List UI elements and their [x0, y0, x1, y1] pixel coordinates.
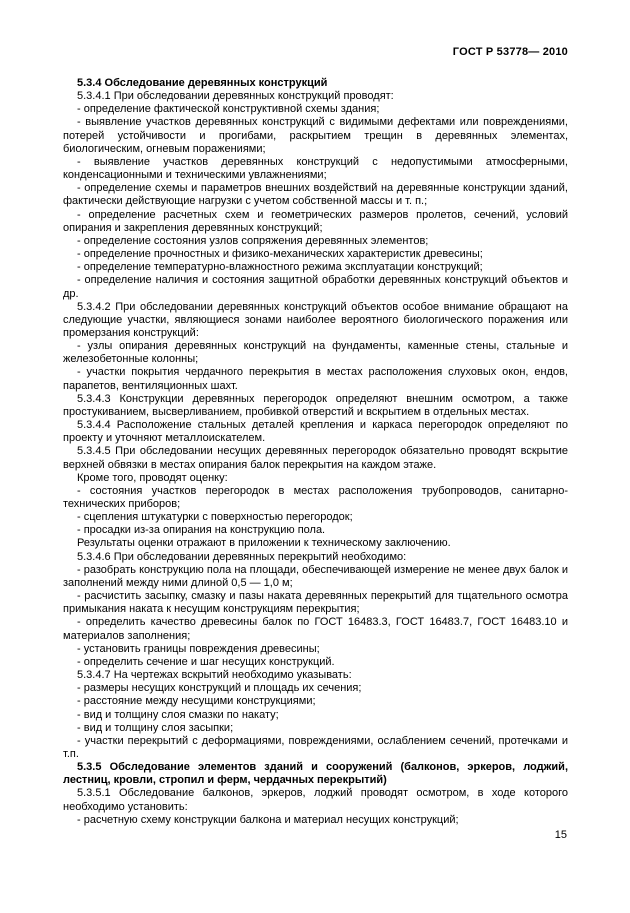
body-paragraph: - установить границы повреждения древесины;: [77, 642, 320, 655]
body-paragraph: 5.3.4.3 Конструкции деревянных перегородок определяют внешним осмотром, а также простукиванием, высверливанием, пробивкой отверстий и вскрытием в отдельных местах.: [63, 392, 568, 418]
body-paragraph: - сцепления штукатурки с поверхностью перегородок;: [77, 511, 353, 524]
body-paragraph: - определение температурно-влажностного режима эксплуатации конструкций;: [77, 261, 483, 274]
body-paragraph: - определение прочностных и физико-механических характеристик древесины;: [77, 248, 483, 261]
body-paragraph: Результаты оценки отражают в приложении к техническому заключению.: [77, 537, 451, 550]
body-paragraph: - определить сечение и шаг несущих конструкций.: [77, 655, 335, 668]
body-paragraph: - определение состояния узлов сопряжения деревянных элементов;: [77, 234, 429, 247]
body-paragraph: 5.3.4.4 Расположение стальных деталей крепления и каркаса перегородок определяют по проекту и уточняют металлоискателем.: [63, 419, 568, 445]
body-paragraph: - расстояние между несущими конструкциями;: [77, 695, 316, 708]
body-paragraph: - определение схемы и параметров внешних воздействий на деревянные конструкции зданий, фактически действующие нагрузки с учетом собственной массы и т. п.;: [63, 182, 568, 208]
page-number: 15: [554, 829, 567, 841]
body-paragraph: 5.3.5.1 Обследование балконов, эркеров, лоджий проводят осмотром, в ходе которого необходимо установить:: [63, 787, 568, 813]
body-paragraph: 5.3.4.1 При обследовании деревянных конструкций проводят:: [77, 90, 394, 103]
body-paragraph: 5.3.4.2 При обследовании деревянных конструкций объектов особое внимание обращают на следующие участки, являющиеся зонами наиболее вероятного биологического поражения или промерзания конструкций:: [63, 300, 568, 339]
body-paragraph: - выявление участков деревянных конструкций с недопустимыми атмосферными, конденсационными и техническими увлажнениями;: [63, 155, 568, 182]
body-paragraph: - определить качество древесины балок по ГОСТ 16483.3, ГОСТ 16483.7, ГОСТ 16483.10 и материалов заполнения;: [63, 616, 568, 642]
body-paragraph: Кроме того, проводят оценку:: [77, 471, 228, 484]
body-paragraph: - расчетную схему конструкции балкона и материал несущих конструкций;: [77, 813, 459, 826]
body-paragraph: 5.3.4.7 На чертежах вскрытий необходимо указывать:: [77, 669, 352, 682]
body-paragraph: - участки покрытия чердачного перекрытия в местах расположения слуховых окон, ендов, парапетов, вентиляционных шахт.: [63, 366, 568, 392]
body-paragraph: 5.3.4.5 При обследовании несущих деревянных перегородок обязательно проводят вскрытие верхней обвязки в местах опирания балок перекрытия на каждом этаже.: [63, 445, 568, 471]
body-paragraph: - узлы опирания деревянных конструкций на фундаменты, каменные стены, стальные и железобетонные колонны;: [63, 340, 568, 366]
body-paragraph: - разобрать конструкцию пола на площади, обеспечивающей измерение не менее двух балок и заполнений между ними длиной 0,5 — 1,0 м;: [63, 563, 568, 589]
body-paragraph: - участки перекрытий с деформациями, повреждениями, ослаблением сечений, протечками и т.п.: [63, 734, 568, 760]
document-body: [63, 77, 568, 827]
body-paragraph: 5.3.4.6 При обследовании деревянных перекрытий необходимо:: [77, 550, 407, 563]
body-paragraph: - определение наличия и состояния защитной обработки деревянных конструкций объектов и др.: [63, 274, 568, 300]
body-paragraph: - расчистить засыпку, смазку и пазы наката деревянных перекрытий для тщательного осмотра примыкания наката к несущим конструкциям перекрытия;: [63, 590, 568, 616]
body-paragraph: - определение расчетных схем и геометрических размеров пролетов, сечений, условий опирания и закрепления деревянных конструкций;: [63, 208, 568, 234]
section-heading: 5.3.4 Обследование деревянных конструкций: [77, 77, 328, 89]
body-paragraph: - вид и толщину слоя засыпки;: [77, 721, 234, 734]
body-paragraph: - выявление участков деревянных конструкций с видимыми дефектами или повреждениями, потерей устойчивости и прогибами, раскрытием трещин в деревянных элементах, биологическим, огневым поражениями;: [63, 116, 568, 155]
body-paragraph: - просадки из-за опирания на конструкцию пола.: [77, 524, 326, 537]
body-paragraph: - вид и толщину слоя смазки по накату;: [77, 708, 279, 721]
body-paragraph: - состояния участков перегородок в местах расположения трубопроводов, санитарно-технических приборов;: [63, 484, 568, 510]
section-heading: 5.3.5 Обследование элементов зданий и сооружений (балконов, эркеров, лоджий, лестниц, кровли, стропил и ферм, чердачных перекрытий): [63, 761, 568, 787]
doc-code-header: ГОСТ Р 53778— 2010: [452, 46, 568, 58]
body-paragraph: - размеры несущих конструкций и площадь их сечения;: [77, 682, 362, 695]
body-paragraph: - определение фактической конструктивной схемы здания;: [77, 103, 380, 116]
